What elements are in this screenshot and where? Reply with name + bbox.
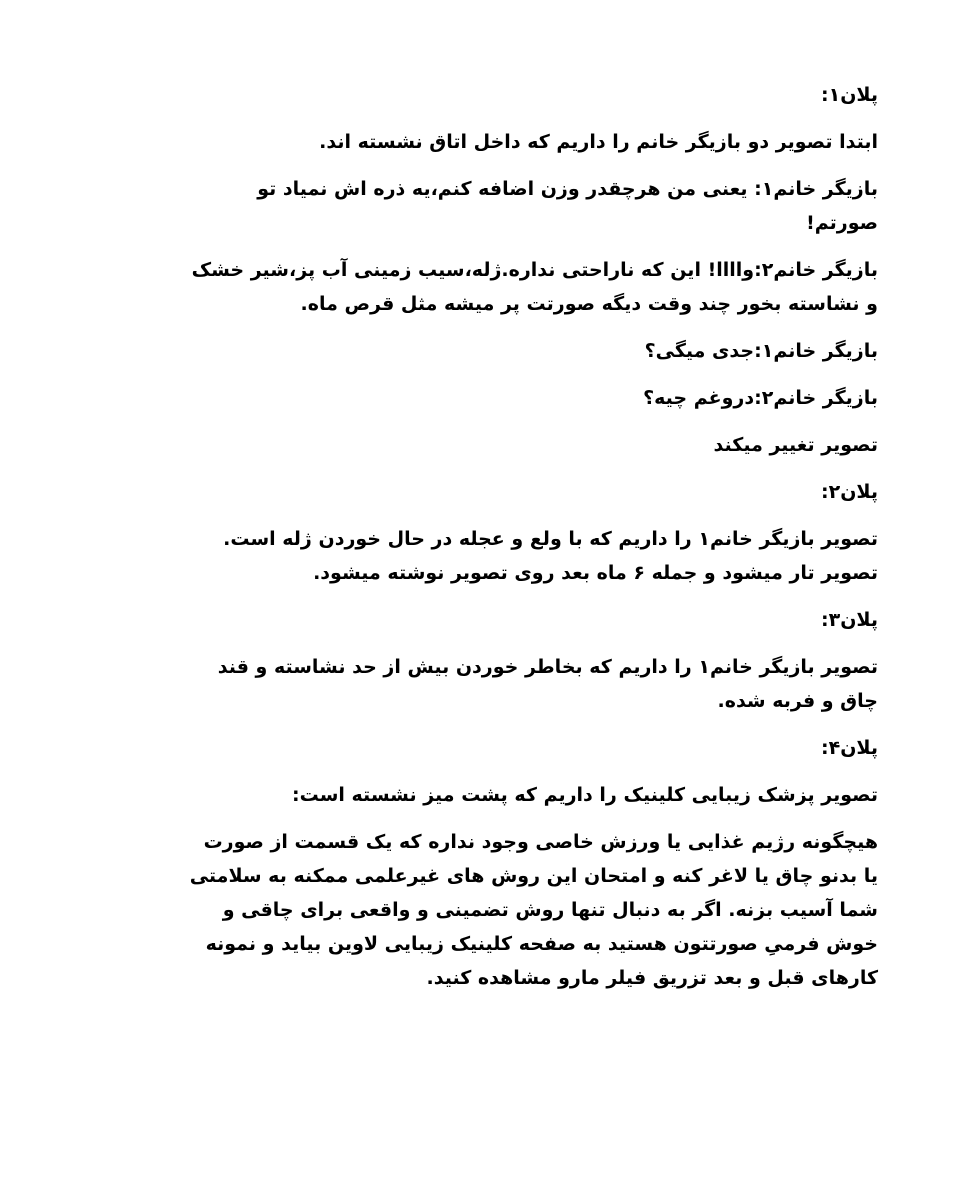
dialogue-actress-1-question (110, 334, 878, 368)
dialogue-actress-2 (110, 253, 878, 321)
text-line: کارهای قبل و بعد تزریق فیلر مارو مشاهده کنید. (426, 967, 878, 989)
text-line: ابتدا تصویر دو بازیگر خانم را داریم که داخل اتاق نشسته اند. (319, 131, 878, 153)
text-line: تصویر تار میشود و جمله ۶ ماه بعد روی تصویر نوشته میشود. (313, 562, 878, 584)
paragraph-plan-4 (110, 778, 878, 812)
text-line: بازیگر خانم۱: یعنی من هرچقدر وزن اضافه کنم،یه ذره اش نمیاد تو (257, 178, 878, 200)
text-line: هیچگونه رژیم غذایی یا ورزش خاصی وجود نداره که یک قسمت از صورت (203, 831, 878, 853)
dialogue-actress-2-answer (110, 381, 878, 415)
paragraph-plan-3 (110, 650, 878, 718)
text-line: پلان۲: (821, 481, 878, 503)
text-line: پلان۱: (821, 84, 878, 106)
text-line: خوش فرمیِ صورتتون هستید به صفحه کلینیک زیبایی لاوین بیاید و نمونه (205, 933, 878, 955)
text-line: تصویر تغییر میکند (713, 434, 878, 456)
paragraph-scene-intro (110, 125, 878, 159)
text-line: بازیگر خانم۲:واااا! این که ناراحتی نداره.ژله،سیب زمینی آب پز،شیر خشک (191, 259, 878, 281)
heading-plan-3 (110, 603, 878, 637)
text-line: تصویر پزشک زیبایی کلینیک را داریم که پشت میز نشسته است: (292, 784, 878, 806)
text-line: یا بدنو چاق یا لاغر کنه و امتحان این روش های غیرعلمی ممکنه به سلامتی (189, 865, 878, 887)
text-line: و نشاسته بخور چند وقت دیگه صورتت پر میشه مثل قرص ماه. (300, 293, 878, 315)
heading-plan-4 (110, 731, 878, 765)
text-line: بازیگر خانم۱:جدی میگی؟ (644, 340, 878, 362)
scene-change-note (110, 428, 878, 462)
text-line: شما آسیب بزنه. اگر به دنبال تنها روش تضمینی و واقعی برای چاقی و (222, 899, 878, 921)
text-line: تصویر بازیگر خانم۱ را داریم که با ولع و عجله در حال خوردن ژله است. (223, 528, 878, 550)
document-body (110, 78, 878, 1008)
heading-plan-2 (110, 475, 878, 509)
text-line: پلان۴: (821, 737, 878, 759)
dialogue-actress-1 (110, 172, 878, 240)
text-line: پلان۳: (821, 609, 878, 631)
paragraph-plan-2 (110, 522, 878, 590)
text-line: تصویر بازیگر خانم۱ را داریم که بخاطر خوردن بیش از حد نشاسته و قند (217, 656, 878, 678)
heading-plan-1 (110, 78, 878, 112)
text-line: چاق و فربه شده. (717, 690, 878, 712)
doctor-speech (110, 825, 878, 995)
text-line: صورتم! (806, 212, 878, 234)
text-line: بازیگر خانم۲:دروغم چیه؟ (643, 387, 878, 409)
